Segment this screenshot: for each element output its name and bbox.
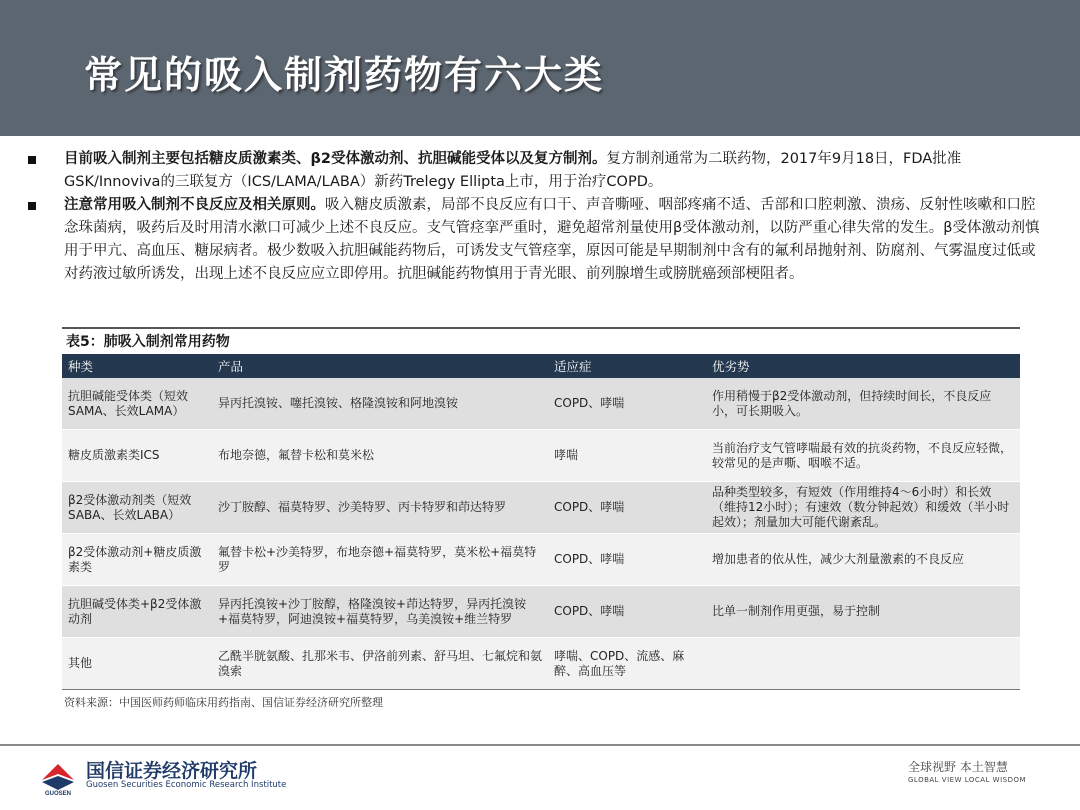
column-header: 优劣势 (706, 354, 1020, 378)
table-cell: 哮喘、COPD、流感、麻醉、高血压等 (548, 638, 706, 690)
table-cell: 哮喘 (548, 430, 706, 482)
bullet-list (22, 148, 1042, 286)
header-bar (0, 0, 1080, 136)
table-cell: COPD、哮喘 (548, 586, 706, 638)
page-title: 常见的吸入制剂药物有六大类 (84, 53, 605, 97)
table-cell: 布地奈德，氟替卡松和莫米松 (212, 430, 548, 482)
company-name-en: Guosen Securities Economic Research Institute (86, 780, 287, 790)
table-cell: COPD、哮喘 (548, 534, 706, 586)
table-row (62, 586, 1020, 638)
bullet-item (22, 194, 1042, 286)
footer-divider (0, 744, 1080, 746)
logo-text: GUOSEN (44, 791, 72, 796)
table-cell (706, 638, 1020, 690)
drug-table (62, 354, 1020, 689)
table-caption: 表5：肺吸入制剂常用药物 (62, 327, 1020, 354)
table-header-row (62, 354, 1020, 378)
table-cell: 其他 (62, 638, 212, 690)
square-bullet-icon (28, 156, 36, 164)
table-row (62, 482, 1020, 534)
table-cell: 氟替卡松+沙美特罗，布地奈德+福莫特罗，莫米松+福莫特罗 (212, 534, 548, 586)
bullet-bold-text: 注意常用吸入制剂不良反应及相关原则。 (64, 197, 325, 213)
company-name-cn: 国信证券经济研究所 (86, 760, 258, 782)
bullet-bold-text: 目前吸入制剂主要包括糖皮质激素类、β2受体激动剂、抗胆碱能受体以及复方制剂。 (64, 151, 607, 167)
table-cell: 抗胆碱受体类+β2受体激动剂 (62, 586, 212, 638)
table-cell: COPD、哮喘 (548, 378, 706, 430)
table-row (62, 638, 1020, 690)
slogan-cn: 全球视野 本土智慧 (908, 760, 1008, 774)
square-bullet-icon (28, 202, 36, 210)
bullet-item (22, 148, 1042, 194)
table-cell: 沙丁胺醇、福莫特罗、沙美特罗、丙卡特罗和茚达特罗 (212, 482, 548, 534)
table-cell: COPD、哮喘 (548, 482, 706, 534)
column-header: 种类 (62, 354, 212, 378)
column-header: 适应症 (548, 354, 706, 378)
table-cell: 糖皮质激素类ICS (62, 430, 212, 482)
table-cell: β2受体激动剂+糖皮质激素类 (62, 534, 212, 586)
table-cell: 乙酰半胱氨酸、扎那米韦、伊洛前列素、舒马坦、七氟烷和氨溴索 (212, 638, 548, 690)
table-row (62, 378, 1020, 430)
table-row (62, 430, 1020, 482)
table-cell: 抗胆碱能受体类（短效SAMA、长效LAMA） (62, 378, 212, 430)
drug-table-section (62, 327, 1020, 714)
bullet-text: 吸入糖皮质激素，局部不良反应有口干、声音嘶哑、咽部疼痛不适、舌部和口腔刺激、溃疡、反射性咳嗽和口腔念珠菌病，吸药后及时用清水漱口可减少上述不良反应。支气管痉挛严重时，避免超常剂量使用β受体激动剂，以防严重心律失常的发生。β受体激动剂慎用于甲亢、高血压、糖尿病者。极少数吸入抗胆碱能药物后，可诱发支气管痉挛，原因可能是早期制剂中含有的氟利昂抛射剂、防腐剂、气雾温度过低或对药液过敏所诱发，出现上述不良反应应立即停用。抗胆碱能药物慎用于青光眼、前列腺增生或膀胱癌颈部梗阻者。 (64, 197, 1040, 282)
table-cell: 品种类型较多，有短效（作用维持4～6小时）和长效（维持12小时）；有速效（数分钟起效）和缓效（半小时起效）；剂量加大可能代谢紊乱。 (706, 482, 1020, 534)
guosen-logo-icon (38, 756, 78, 796)
table-cell: 异丙托溴铵、噻托溴铵、格隆溴铵和阿地溴铵 (212, 378, 548, 430)
column-header: 产品 (212, 354, 548, 378)
table-source-note: 资料来源：中国医师药师临床用药指南、国信证券经济研究所整理 (62, 689, 1020, 714)
bullet-text: 复方制剂通常为二联药物，2017年9月18日，FDA批准GSK/Innoviva的三联复方（ICS/LAMA/LABA）新药Trelegy Ellipta上市，用于治疗COPD。 (64, 151, 962, 190)
table-cell: 比单一制剂作用更强，易于控制 (706, 586, 1020, 638)
table-cell: 作用稍慢于β2受体激动剂，但持续时间长，不良反应小，可长期吸入。 (706, 378, 1020, 430)
table-cell: 增加患者的依从性，减少大剂量激素的不良反应 (706, 534, 1020, 586)
slogan-en: GLOBAL VIEW LOCAL WISDOM (908, 776, 1027, 784)
table-cell: 异丙托溴铵+沙丁胺醇，格隆溴铵+茚达特罗，异丙托溴铵+福莫特罗，阿迪溴铵+福莫特罗，乌美溴铵+维兰特罗 (212, 586, 548, 638)
table-cell: 当前治疗支气管哮喘最有效的抗炎药物，不良反应轻微，较常见的是声嘶、咽喉不适。 (706, 430, 1020, 482)
table-cell: β2受体激动剂类（短效SABA、长效LABA） (62, 482, 212, 534)
table-row (62, 534, 1020, 586)
